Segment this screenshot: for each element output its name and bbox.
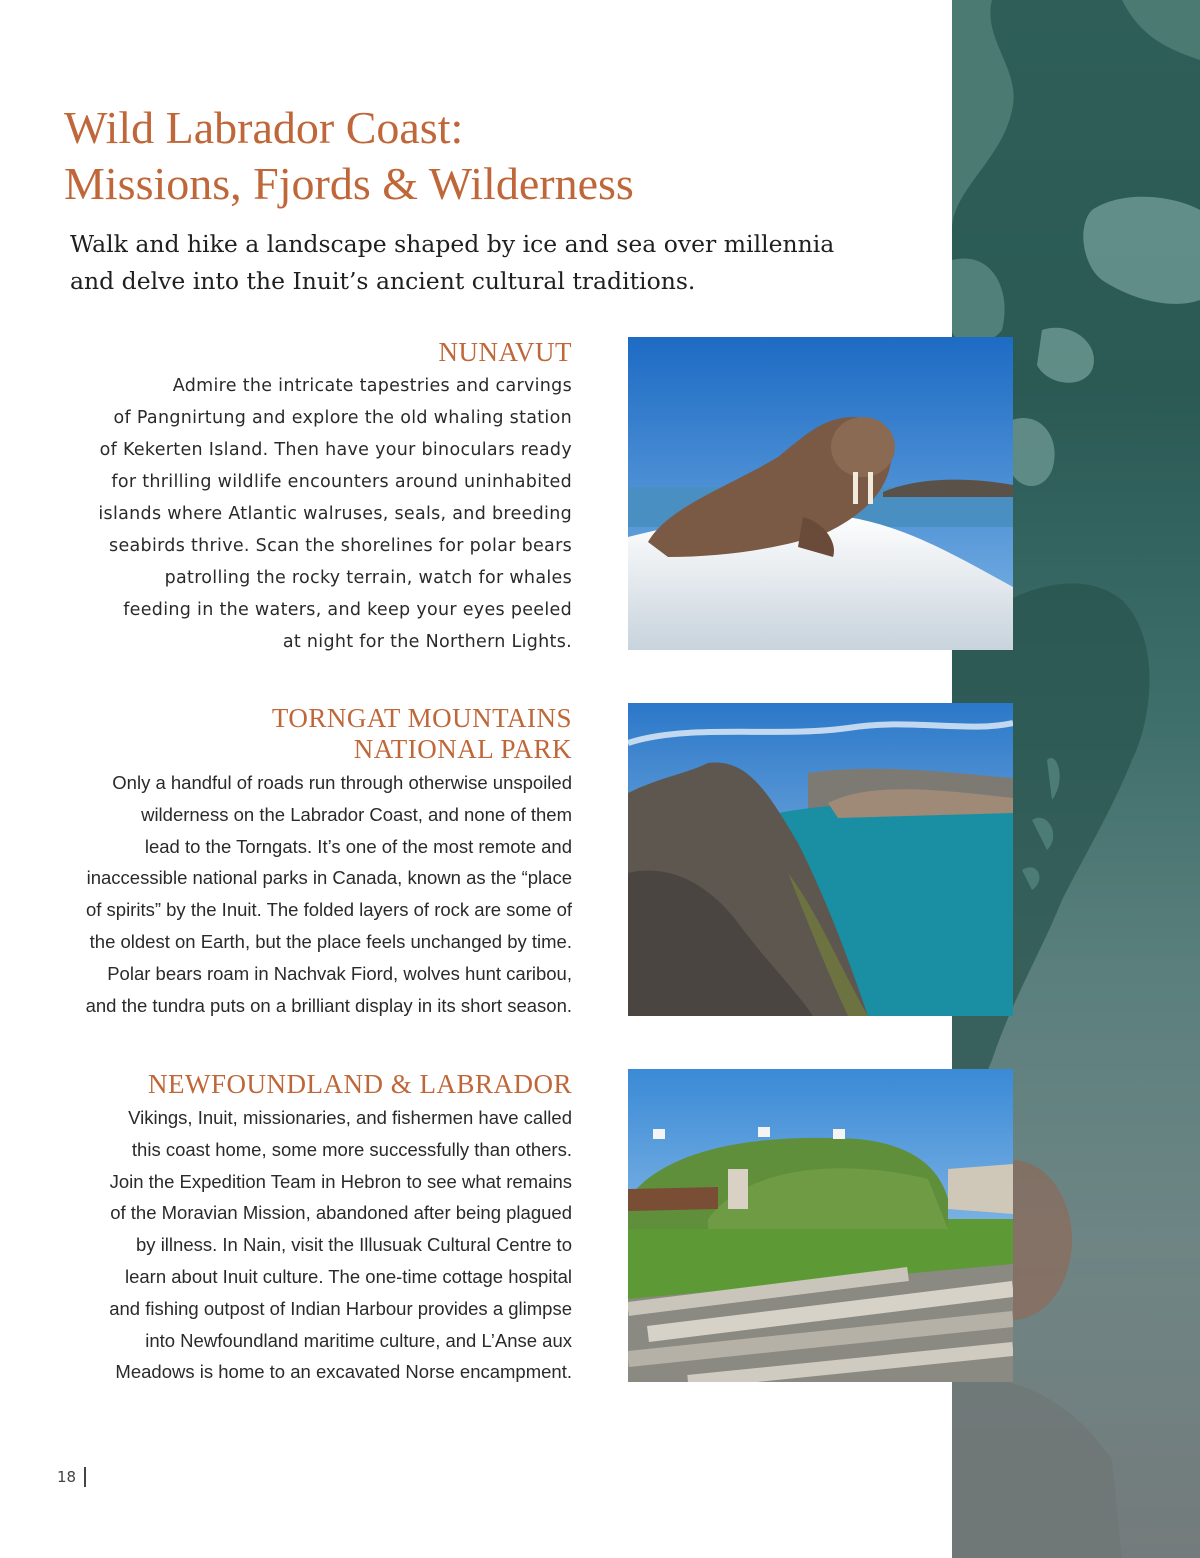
page-footer — [57, 1467, 86, 1487]
title-line: Wild Labrador Coast: — [64, 102, 464, 153]
body-line: at night for the Northern Lights. — [282, 632, 572, 652]
body-line: the oldest on Earth, but the place feels unchanged by time. — [89, 930, 572, 952]
body-line: and fishing outpost of Indian Harbour provides a glimpse — [109, 1297, 572, 1319]
heading-line: NEWFOUNDLAND & LABRADOR — [148, 1069, 572, 1099]
walrus-photo — [628, 337, 1013, 650]
page-title — [64, 100, 864, 212]
footer-divider — [84, 1467, 86, 1487]
section-heading — [40, 1069, 572, 1100]
section-torngat — [40, 703, 572, 1021]
body-line: this coast home, some more successfully than others. — [131, 1138, 572, 1160]
body-line: Admire the intricate tapestries and carvings — [172, 376, 572, 396]
body-line: Vikings, Inuit, missionaries, and fishermen have called — [128, 1107, 572, 1128]
body-line: and the tundra puts on a brilliant display in its short season. — [85, 994, 572, 1016]
section-body — [40, 370, 572, 658]
fjord-mountain-photo — [628, 703, 1013, 1016]
heading-line: TORNGAT MOUNTAINS — [271, 703, 572, 733]
heading-line: NUNAVUT — [438, 337, 572, 367]
body-line: of the Moravian Mission, abandoned after being plagued — [110, 1202, 572, 1224]
body-line: patrolling the rocky terrain, watch for whales — [164, 568, 572, 588]
body-line: for thrilling wildlife encounters around uninhabited — [111, 472, 572, 492]
section-heading — [40, 337, 572, 368]
section-newfoundland-labrador — [40, 1069, 572, 1388]
body-line: Join the Expedition Team in Hebron to see what remains — [109, 1170, 572, 1192]
body-line: by illness. In Nain, visit the Illusuak Cultural Centre to — [136, 1234, 572, 1256]
subtitle-line: and delve into the Inuit’s ancient cultural traditions. — [70, 267, 696, 295]
body-line: lead to the Torngats. It’s one of the most remote and — [144, 835, 572, 857]
section-nunavut — [40, 337, 572, 658]
body-line: seabirds thrive. Scan the shorelines for polar bears — [109, 536, 572, 556]
subtitle-line: Walk and hike a landscape shaped by ice and sea over millennia — [70, 230, 835, 258]
page-number: 18 — [57, 1468, 77, 1486]
sod-house-photo — [628, 1069, 1013, 1382]
title-line: Missions, Fjords & Wilderness — [64, 158, 634, 209]
section-body — [40, 767, 572, 1021]
body-line: Polar bears roam in Nachvak Fiord, wolves hunt caribou, — [107, 962, 572, 984]
body-line: feeding in the waters, and keep your eyes peeled — [123, 600, 572, 620]
body-line: wilderness on the Labrador Coast, and none of them — [141, 803, 572, 825]
body-line: Only a handful of roads run through otherwise unspoiled — [112, 772, 572, 793]
section-body — [40, 1102, 572, 1388]
body-line: Meadows is home to an excavated Norse encampment. — [115, 1361, 572, 1383]
body-line: learn about Inuit culture. The one-time cottage hospital — [124, 1265, 572, 1287]
body-line: inaccessible national parks in Canada, known as the “place — [86, 867, 572, 889]
section-heading — [40, 703, 572, 765]
body-line: of Kekerten Island. Then have your binoculars ready — [99, 440, 572, 460]
body-line: into Newfoundland maritime culture, and L’Anse aux — [145, 1329, 572, 1351]
body-line: of Pangnirtung and explore the old whaling station — [113, 408, 572, 428]
heading-line: NATIONAL PARK — [353, 734, 572, 764]
body-line: of spirits” by the Inuit. The folded layers of rock are some of — [85, 899, 572, 921]
body-line: islands where Atlantic walruses, seals, and breeding — [98, 504, 572, 524]
page-subtitle — [70, 226, 870, 300]
